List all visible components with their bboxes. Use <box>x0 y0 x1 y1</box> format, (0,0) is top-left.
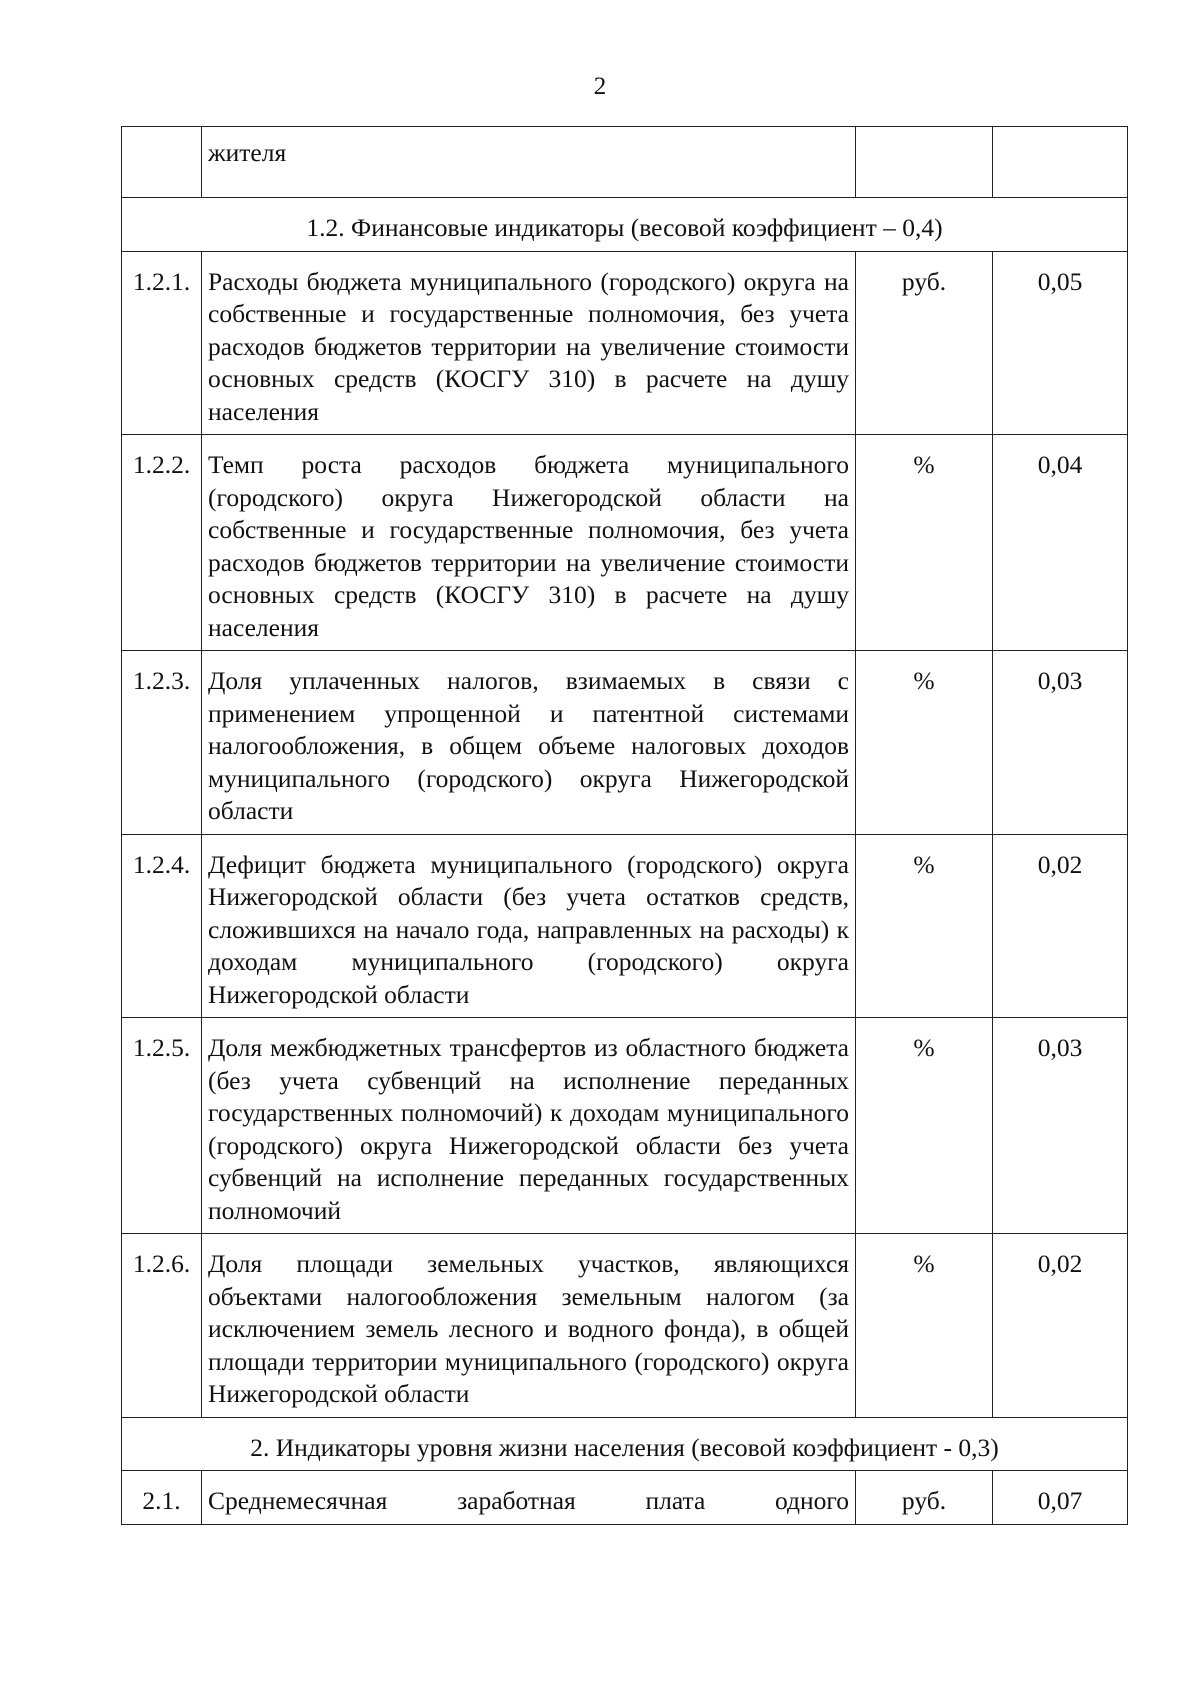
indicator-number: 1.2.5. <box>122 1018 202 1234</box>
indicator-name: Доля межбюджетных трансфертов из областного бюджета (без учета субвенций на исполнение переданных государственных полномочий) к доходам муниципального (городского) округа Нижегородской области без учета субвенций на исполнение переданных государственных полномочий <box>202 1018 856 1234</box>
indicator-weight: 0,02 <box>993 1234 1128 1418</box>
page-number: 2 <box>593 73 607 100</box>
indicator-unit: руб. <box>856 1471 993 1525</box>
indicator-number <box>122 127 202 198</box>
section-heading-row <box>122 1417 1128 1471</box>
table-row <box>122 1018 1128 1234</box>
indicator-number: 1.2.4. <box>122 834 202 1018</box>
indicator-number: 2.1. <box>122 1471 202 1525</box>
indicator-number: 1.2.1. <box>122 251 202 435</box>
indicator-weight: 0,04 <box>993 435 1128 651</box>
indicator-weight: 0,03 <box>993 651 1128 835</box>
indicator-number: 1.2.6. <box>122 1234 202 1418</box>
indicator-name: Расходы бюджета муниципального (городского) округа на собственные и государственные полномочия, без учета расходов бюджетов территории на увеличение стоимости основных средств (КОСГУ 310) в расчете на душу населения <box>202 251 856 435</box>
table-row <box>122 435 1128 651</box>
indicator-name: Доля уплаченных налогов, взимаемых в связи с применением упрощенной и патентной системами налогообложения, в общем объеме налоговых доходов муниципального (городского) округа Нижегородской области <box>202 651 856 835</box>
table-row <box>122 834 1128 1018</box>
indicator-weight <box>993 127 1128 198</box>
table-row <box>122 251 1128 435</box>
indicator-unit: % <box>856 435 993 651</box>
section-heading: 1.2. Финансовые индикаторы (весовой коэффициент – 0,4) <box>122 198 1128 252</box>
indicator-weight: 0,05 <box>993 251 1128 435</box>
section-heading: 2. Индикаторы уровня жизни населения (весовой коэффициент - 0,3) <box>122 1417 1128 1471</box>
indicator-unit <box>856 127 993 198</box>
indicators-table <box>121 126 1128 1525</box>
indicator-unit: % <box>856 651 993 835</box>
table-row <box>122 1234 1128 1418</box>
indicator-unit: % <box>856 1018 993 1234</box>
indicator-name: жителя <box>202 127 856 198</box>
indicator-weight: 0,03 <box>993 1018 1128 1234</box>
indicator-weight: 0,07 <box>993 1471 1128 1525</box>
indicator-unit: % <box>856 1234 993 1418</box>
indicator-name: Доля площади земельных участков, являющихся объектами налогообложения земельным налогом (за исключением земель лесного и водного фонда), в общей площади территории муниципального (городского) округа Нижегородской области <box>202 1234 856 1418</box>
indicator-name: Дефицит бюджета муниципального (городского) округа Нижегородской области (без учета остатков средств, сложившихся на начало года, направленных на расходы) к доходам муниципального (городского) округа Нижегородской области <box>202 834 856 1018</box>
indicator-number: 1.2.3. <box>122 651 202 835</box>
table-row <box>122 1471 1128 1525</box>
indicator-name: Среднемесячная заработная плата одного <box>202 1471 856 1525</box>
indicator-unit: руб. <box>856 251 993 435</box>
section-heading-row <box>122 198 1128 252</box>
table-row-continuation <box>122 127 1128 198</box>
indicator-number: 1.2.2. <box>122 435 202 651</box>
indicator-name: Темп роста расходов бюджета муниципального (городского) округа Нижегородской области на собственные и государственные полномочия, без учета расходов бюджетов территории на увеличение стоимости основных средств (КОСГУ 310) в расчете на душу населения <box>202 435 856 651</box>
indicator-unit: % <box>856 834 993 1018</box>
indicator-weight: 0,02 <box>993 834 1128 1018</box>
table-row <box>122 651 1128 835</box>
